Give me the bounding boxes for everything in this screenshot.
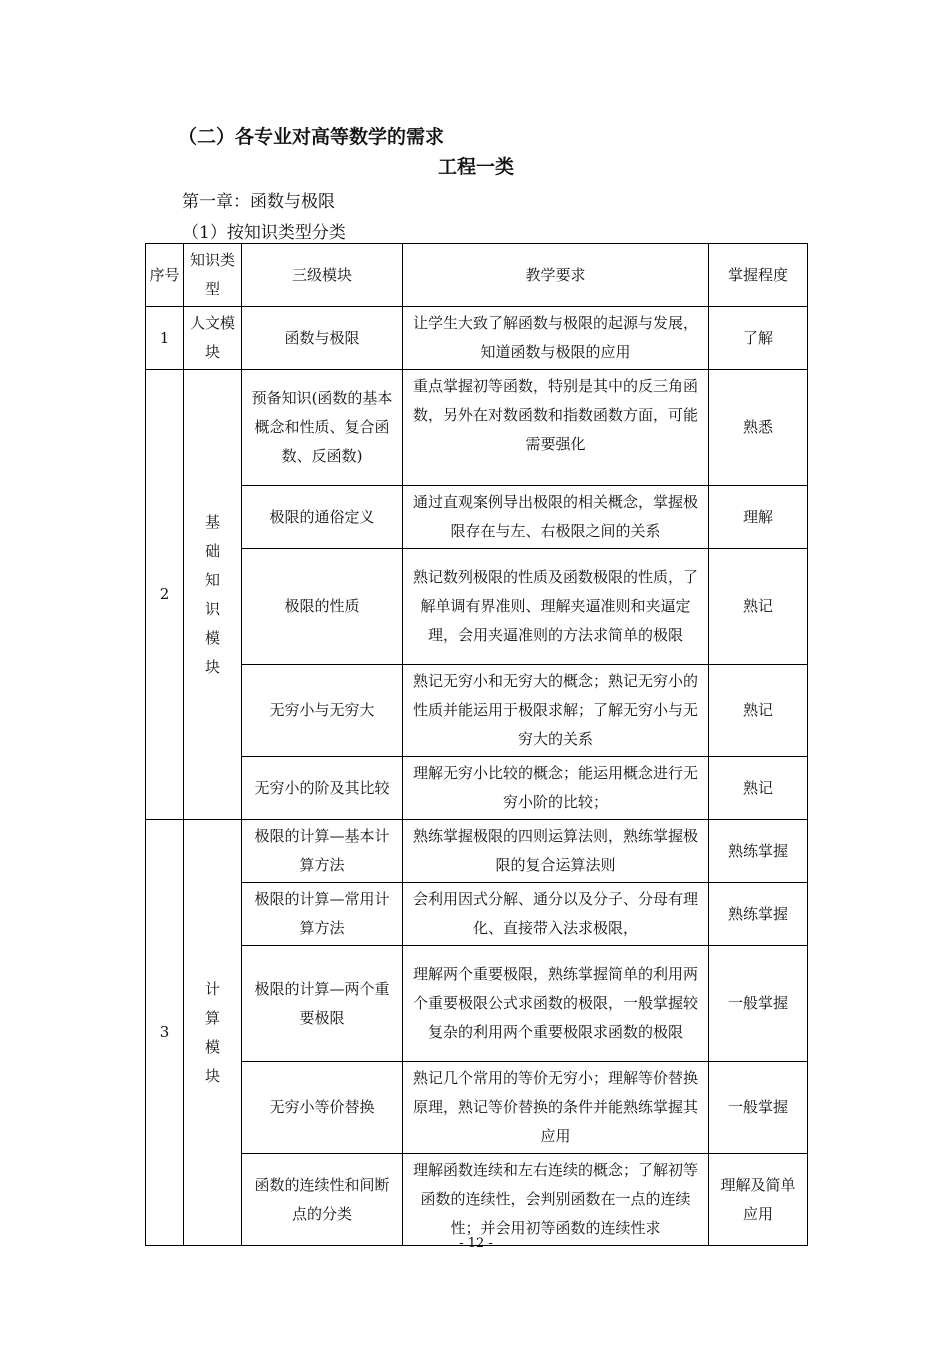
chapter-title: 第一章：函数与极限 (182, 192, 335, 212)
table-row (146, 307, 808, 370)
group-type (184, 370, 242, 820)
header-seq: 序号 (146, 244, 184, 307)
table-row (146, 820, 808, 883)
table-row (146, 665, 808, 757)
group-type-label: 基础知识模块 (204, 512, 220, 676)
requirement-cell: 熟练掌握极限的四则运算法则，熟练掌握极限的复合运算法则 (403, 820, 709, 883)
module-cell: 无穷小与无穷大 (242, 665, 403, 757)
module-cell: 极限的计算—基本计算方法 (242, 820, 403, 883)
module-cell: 函数的连续性和间断点的分类 (242, 1154, 403, 1246)
group-type: 人文模块 (184, 307, 242, 370)
module-cell: 极限的通俗定义 (242, 486, 403, 549)
module-cell: 极限的计算—常用计算方法 (242, 883, 403, 946)
requirement-cell: 熟记数列极限的性质及函数极限的性质，了解单调有界准则、理解夹逼准则和夹逼定理，会用夹逼准则的方法求简单的极限 (403, 549, 709, 665)
mastery-cell: 熟记 (709, 665, 808, 757)
mastery-cell: 理解 (709, 486, 808, 549)
table-header-row (146, 244, 808, 307)
group-seq: 3 (146, 820, 184, 1246)
mastery-cell: 一般掌握 (709, 1062, 808, 1154)
mastery-cell: 熟练掌握 (709, 820, 808, 883)
module-cell: 预备知识(函数的基本概念和性质、复合函数、反函数) (242, 370, 403, 486)
page-number: - 12 - (459, 1236, 493, 1251)
module-cell: 极限的计算—两个重要极限 (242, 946, 403, 1062)
mastery-cell: 熟记 (709, 549, 808, 665)
group-type-label: 计算模块 (204, 979, 220, 1085)
table-row (146, 1154, 808, 1246)
module-cell: 无穷小等价替换 (242, 1062, 403, 1154)
header-type: 知识类型 (184, 244, 242, 307)
table-row (146, 486, 808, 549)
requirement-cell: 通过直观案例导出极限的相关概念，掌握极限存在与左、右极限之间的关系 (403, 486, 709, 549)
subtitle: 工程一类 (437, 156, 514, 178)
mastery-cell: 一般掌握 (709, 946, 808, 1062)
mastery-cell: 熟悉 (709, 370, 808, 486)
section-heading: （二）各专业对高等数学的需求 (178, 126, 445, 148)
table-row (146, 1062, 808, 1154)
requirement-cell: 重点掌握初等函数，特别是其中的反三角函数，另外在对数函数和指数函数方面，可能需要强化 (403, 370, 709, 486)
module-cell: 函数与极限 (242, 307, 403, 370)
table-row (146, 883, 808, 946)
header-requirement: 教学要求 (403, 244, 709, 307)
module-cell: 极限的性质 (242, 549, 403, 665)
requirement-cell: 熟记无穷小和无穷大的概念；熟记无穷小的性质并能运用于极限求解；了解无穷小与无穷大的关系 (403, 665, 709, 757)
requirement-cell: 理解函数连续和左右连续的概念；了解初等函数的连续性，会判别函数在一点的连续性；并会用初等函数的连续性求 (403, 1154, 709, 1246)
group-type (184, 820, 242, 1246)
mastery-cell: 了解 (709, 307, 808, 370)
mastery-cell: 熟练掌握 (709, 883, 808, 946)
header-module: 三级模块 (242, 244, 403, 307)
table-row (146, 370, 808, 486)
requirement-cell: 熟记几个常用的等价无穷小；理解等价替换原理，熟记等价替换的条件并能熟练掌握其应用 (403, 1062, 709, 1154)
requirements-table (145, 243, 808, 1246)
group-seq: 1 (146, 307, 184, 370)
requirement-cell: 会利用因式分解、通分以及分子、分母有理化、直接带入法求极限， (403, 883, 709, 946)
requirement-cell: 理解无穷小比较的概念；能运用概念进行无穷小阶的比较； (403, 757, 709, 820)
table-row (146, 757, 808, 820)
module-cell: 无穷小的阶及其比较 (242, 757, 403, 820)
table-row (146, 549, 808, 665)
mastery-cell: 熟记 (709, 757, 808, 820)
header-mastery: 掌握程度 (709, 244, 808, 307)
requirement-cell: 让学生大致了解函数与极限的起源与发展，知道函数与极限的应用 (403, 307, 709, 370)
mastery-cell: 理解及简单应用 (709, 1154, 808, 1246)
requirement-cell: 理解两个重要极限，熟练掌握简单的利用两个重要极限公式求函数的极限，一般掌握较复杂的利用两个重要极限求函数的极限 (403, 946, 709, 1062)
group-seq: 2 (146, 370, 184, 820)
table-row (146, 946, 808, 1062)
classification-label: （1）按知识类型分类 (182, 223, 346, 243)
